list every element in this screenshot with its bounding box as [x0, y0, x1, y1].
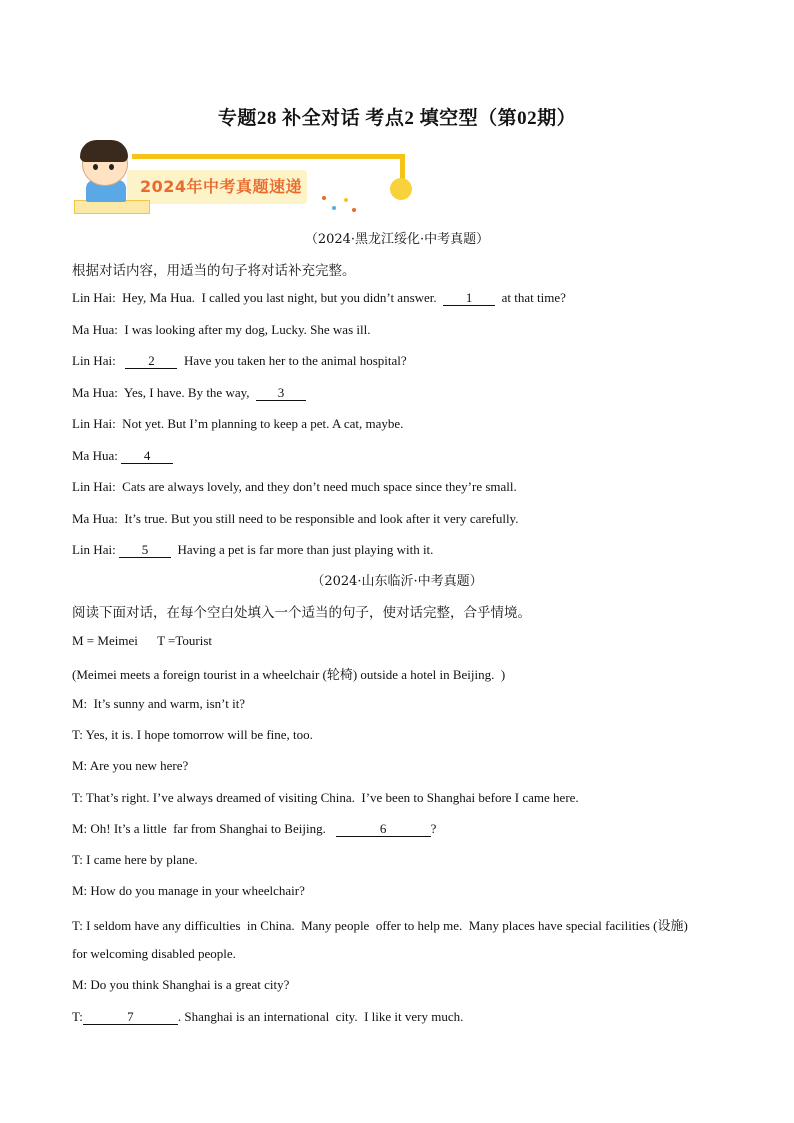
dialogue-line [72, 664, 505, 683]
line-text: Lin Hai: Hey, Ma Hua. I called you last night, but you didn’t answer. [72, 290, 444, 305]
dialogue-line [72, 633, 212, 649]
line-text: Ma Hua: It’s true. But you still need to be responsible and look after it very carefully. [72, 510, 519, 526]
dialogue-line [72, 353, 407, 369]
answer-blank[interactable]: 1 [443, 291, 495, 306]
line-text: . Shanghai is an international city. I like it very much. [177, 1008, 464, 1024]
section1-source: （2024·黑龙江绥化·中考真题） [304, 232, 490, 247]
dialogue-line [72, 758, 188, 774]
dialogue-line [72, 852, 198, 868]
dialogue-line [72, 727, 313, 743]
line-text: M: Do you think Shanghai is a great city? [72, 977, 290, 993]
line-text: M: How do you manage in your wheelchair? [72, 883, 305, 899]
section2-instruction: 阅读下面对话，在每个空白处填入一个适当的句子，使对话完整，合乎情境。 [72, 605, 531, 621]
line-text: (Meimei meets a foreign tourist in a wheelchair (轮椅) outside a hotel in Beijing. ) [72, 667, 506, 683]
line-text: Lin Hai: [72, 542, 119, 557]
banner-text: 2024年中考真题速递 [140, 177, 303, 196]
dialogue-line [72, 479, 517, 495]
line-text: T: That’s right. I’ve always dreamed of visiting China. I’ve been to Shanghai before I came here. [72, 789, 579, 805]
answer-blank[interactable]: 5 [119, 543, 171, 558]
dialogue-line [72, 696, 245, 712]
dialogue-line [72, 1009, 463, 1025]
section1-instruction: 根据对话内容，用适当的句子将对话补充完整。 [72, 263, 356, 279]
line-text: Lin Hai: Not yet. But I’m planning to keep a pet. A cat, maybe. [72, 416, 404, 431]
dialogue-line [72, 542, 433, 558]
line-text: Lin Hai: [72, 353, 126, 368]
student-eye-right [109, 164, 114, 170]
dialogue-line [72, 322, 370, 338]
dialogue-line [72, 821, 436, 837]
answer-blank[interactable]: 6 [336, 822, 431, 837]
dialogue-line [72, 511, 518, 527]
section2-source: （2024·山东临沂·中考真题） [311, 574, 483, 589]
line-text: M: Are you new here? [72, 758, 189, 774]
dialogue-line [72, 977, 289, 993]
line-text: T: [72, 1008, 83, 1024]
line-text: T: I came here by plane. [72, 852, 198, 868]
line-text: ? [430, 820, 437, 836]
dialogue-line [72, 385, 306, 401]
student-eye-left [93, 164, 98, 170]
line-text: Ma Hua: Yes, I have. By the way, [72, 384, 257, 400]
line-text: M: It’s sunny and warm, isn’t it? [72, 695, 246, 711]
dialogue-line [72, 915, 688, 934]
confetti-icon [322, 194, 362, 214]
line-text: Ma Hua: [72, 447, 122, 463]
book-icon [74, 200, 150, 214]
line-text: at that time? [495, 290, 566, 305]
answer-blank[interactable]: 7 [83, 1010, 178, 1025]
page-title: 专题28 补全对话 考点2 填空型（第02期） [217, 108, 577, 129]
exam-banner [72, 140, 362, 220]
dialogue-line [72, 448, 173, 464]
dialogue-line [72, 790, 579, 806]
line-text: T: I seldom have any difficulties in China. Many people offer to help me. Many places have special facilities (设施) [72, 917, 688, 933]
answer-blank[interactable]: 2 [125, 354, 177, 369]
student-hair [80, 140, 128, 162]
lightbulb-icon [390, 178, 412, 200]
line-text: for welcoming disabled people. [72, 946, 236, 961]
line-text: Having a pet is far more than just playing with it. [170, 542, 434, 557]
dialogue-line [72, 416, 403, 432]
line-text: M: Oh! It’s a little far from Shanghai to Beijing. [72, 820, 336, 836]
banner-line [132, 154, 402, 159]
dialogue-line [72, 946, 236, 962]
line-text: Lin Hai: Cats are always lovely, and they don’t need much space since they’re small. [72, 479, 517, 494]
line-text: Have you taken her to the animal hospital? [177, 353, 407, 368]
line-text: Ma Hua: I was looking after my dog, Lucky. She was ill. [72, 321, 371, 337]
line-text: M = Meimei T =Tourist [72, 633, 213, 648]
dialogue-line [72, 290, 566, 306]
answer-blank[interactable]: 3 [256, 386, 306, 401]
dialogue-line [72, 883, 305, 899]
line-text: T: Yes, it is. I hope tomorrow will be fine, too. [72, 726, 313, 742]
answer-blank[interactable]: 4 [121, 449, 173, 464]
